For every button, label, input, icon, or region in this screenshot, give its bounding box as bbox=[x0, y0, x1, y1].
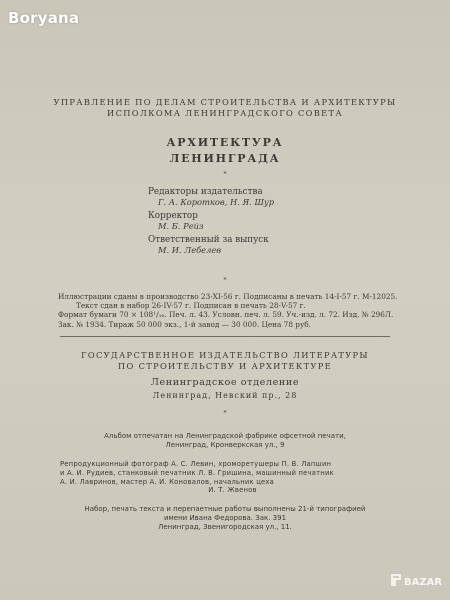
divider-rule bbox=[60, 336, 390, 337]
printing-block-2 bbox=[60, 460, 405, 495]
title-line-2: ЛЕНИНГРАДА bbox=[169, 152, 281, 165]
bazar-logo bbox=[388, 568, 444, 594]
imprint-line-4: Зак. № 1934. Тираж 50 000 экз., 1-й завод — 30 000. Цена 78 руб. bbox=[58, 319, 311, 329]
bazar-logo-text: BAZAR bbox=[404, 577, 443, 588]
publisher-star: * bbox=[223, 410, 227, 417]
imprint-line-2: Текст сдан в набор 26-IV-57 г. Подписан в печать 28-V-57 г. bbox=[76, 301, 306, 311]
responsible-name: М. И. Лебелев bbox=[158, 245, 222, 255]
printing-line-1: Альбом отпечатан на Ленинградской фабрике офсетной печати, bbox=[104, 432, 346, 440]
printing-block-3 bbox=[40, 505, 410, 532]
corrector-role: Корректор bbox=[148, 211, 198, 221]
printing-line-6: И. Т. Жвенов bbox=[208, 486, 257, 495]
credits-star: * bbox=[223, 277, 227, 284]
header-line-1: УПРАВЛЕНИЕ ПО ДЕЛАМ СТРОИТЕЛЬСТВА И АРХИТЕКТУРЫ bbox=[53, 97, 397, 107]
title-line-1: АРХИТЕКТУРА bbox=[166, 136, 284, 149]
publisher-branch: Ленинградское отделение bbox=[150, 377, 300, 388]
printing-line-4: и А. И. Рудиев, станковый печатник Л. В. Гришина, машинный печатник bbox=[60, 468, 334, 477]
printing-line-2: Ленинград, Кронверкская ул., 9 bbox=[165, 441, 285, 449]
publisher-line-1: ГОСУДАРСТВЕННОЕ ИЗДАТЕЛЬСТВО ЛИТЕРАТУРЫ bbox=[81, 350, 369, 360]
printing-line-7: Набор, печать текста и перепаетные работы выполнены 21-й типографией bbox=[84, 505, 366, 513]
publisher-line-2: ПО СТРОИТЕЛЬСТВУ И АРХИТЕКТУРЕ bbox=[118, 361, 332, 371]
imprint-line-3: Формат бумаги 70 × 108¹/₁₆. Печ. л. 43. Условн. печ. л. 59. Уч.-изд. л. 72. Изд. № 296Л. bbox=[58, 310, 394, 320]
imprint-line-1: Иллюстрации сданы в производство 23-XI-56 г. Подписаны в печать 14-I-57 г. М-12025. bbox=[58, 292, 398, 301]
printing-line-5: А. И. Лавринов, мастер А. И. Коновалов, начальник цеха bbox=[60, 477, 274, 486]
watermark-text: Boryana bbox=[8, 9, 80, 27]
printing-line-9: Ленинград, Звенигородская ул., 11. bbox=[158, 523, 292, 531]
header-line-2: ИСПОЛКОМА ЛЕНИНГРАДСКОГО СОВЕТА bbox=[107, 108, 343, 118]
corrector-name: М. Б. Рейз bbox=[158, 221, 204, 231]
responsible-role: Ответственный за выпуск bbox=[148, 235, 269, 245]
printing-line-3: Репродукционный фотограф А. С. Левин, хроморетушеры П. В. Лапшин bbox=[60, 460, 332, 468]
credits-block bbox=[148, 187, 274, 255]
printing-block-1 bbox=[40, 432, 410, 450]
imprint-block bbox=[58, 292, 418, 329]
editors-role: Редакторы издательства bbox=[148, 187, 263, 197]
editors-names: Г. А. Коротков, Н. Я. Шур bbox=[158, 197, 275, 207]
printing-line-8: имени Ивана Федорова. Зак. 391 bbox=[163, 514, 287, 522]
title-star: * bbox=[223, 171, 227, 178]
publisher-address: Ленинград, Невский пр., 28 bbox=[152, 391, 298, 400]
